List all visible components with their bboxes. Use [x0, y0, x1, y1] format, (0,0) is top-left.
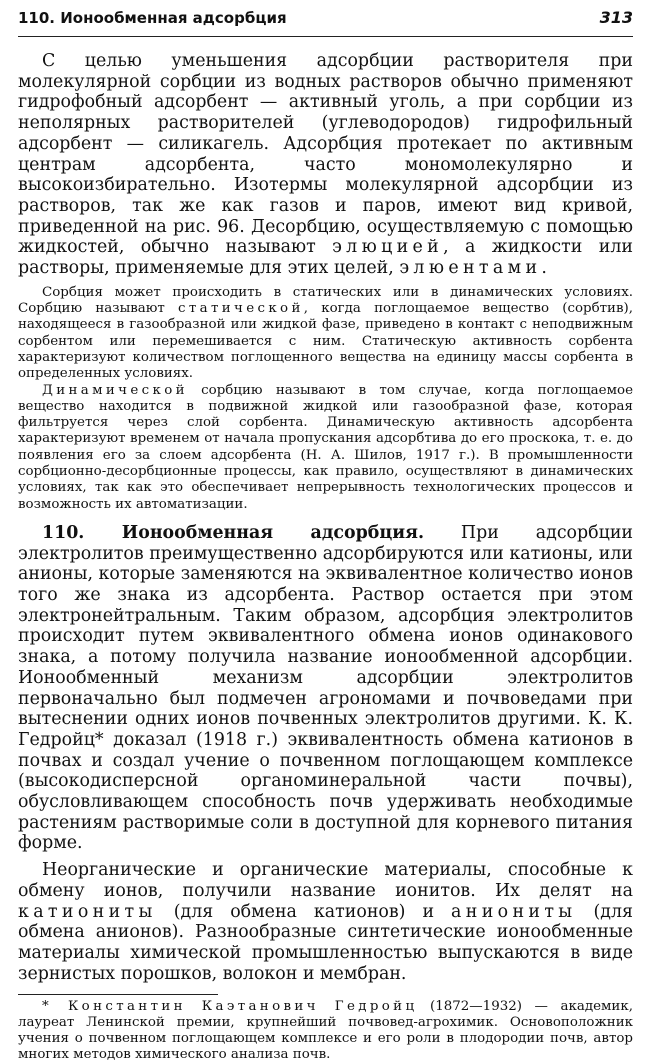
term-dynamic: Динамической	[42, 382, 188, 398]
section-110-paragraph	[18, 523, 633, 854]
ionites-text-a: Неорганические и органические материалы, способные к обмену ионов, получили название ионитов. Их делят на	[18, 860, 633, 901]
ionites-text-c: (для обмена анионов). Разнообразные синтетические ионообменные материалы химической промышленностью выпускаются в виде зернистых порошков, волокон и мембран.	[18, 901, 633, 984]
footnote	[18, 999, 633, 1063]
intro-text: С целью уменьшения адсорбции растворителя при молекулярной сорбции из водных растворов обычно применяют гидрофобный адсорбент — активный уголь, а при сорбции из неполярных растворителей (углеводородов) гидрофильный адсорбент — силикагель. Адсорбция протекает по активным центрам адсорбента, часто мономолекулярно и высокоизбирательно. Изотермы молекулярной адсорбции из растворов, так же как газов и паров, имеют вид кривой, приведенной на рис. 96. Десорбцию, осуществляемую с помощью жидкостей, обычно называют	[18, 51, 633, 258]
term-anionites: аниониты	[451, 901, 577, 922]
intro-mid: , а жидкости или растворы, применяемые для этих целей,	[18, 237, 633, 279]
static-text-b: , когда поглощаемое вещество (сорбтив), находящееся в газообразной или жидкой фазе, приведено в контакт с неподвижным сорбентом или перемешивается с ним. Статическую активность сорбента характеризуют количеством поглощенного вещества на единицу массы сорбента в определенных условиях.	[18, 301, 633, 382]
intro-end: .	[541, 258, 547, 279]
term-cationites: катиониты	[18, 901, 157, 922]
ionites-paragraph	[18, 860, 633, 984]
page-number: 313	[599, 8, 633, 27]
static-text-a: Сорбция может происходить в статических или в динамических условиях. Сорбцию называют	[18, 284, 633, 317]
dynamic-sorption-paragraph	[18, 383, 633, 513]
static-sorption-paragraph	[18, 285, 633, 383]
footnote-text: (1872—1932) — академик, лауреат Ленинской премии, крупнейший почвовед-агрохимик. Основоположник учения о почвенном поглощающем комплексе и его роли в плодородии почв, автор многих методов химического анализа почв.	[18, 999, 633, 1063]
footnote-divider	[18, 994, 218, 995]
intro-paragraph	[18, 51, 633, 279]
running-head: 110. Ионообменная адсорбция	[18, 9, 287, 27]
dynamic-text: сорбцию называют в том случае, когда поглощаемое вещество находится в подвижной жидкой или газообразной фазе, которая фильтруется через слой сорбента. Динамическую активность адсорбента характеризуют временем от начала пропускания адсорбтива до его проскока, т. е. до появления его за слоем адсорбента (Н. А. Шилов, 1917 г.). В промышленности сорбционно-десорбционные процессы, как правило, осуществляют в динамических условиях, так как это обеспечивает непрерывность технологических процессов и возможность их автоматизации.	[18, 382, 633, 512]
term-eluents: элюентами	[399, 258, 542, 279]
section-text: При адсорбции электролитов преимущественно адсорбируются или катионы, или анионы, которые заменяются на эквивалентное количество ионов того же знака из адсорбента. Раствор остается при этом электронейтральным. Таким образом, адсорбция электролитов происходит путем эквивалентного обмена ионов одинакового знака, а потому получила название ионообменной адсорбции. Ионообменный механизм адсорбции электролитов первоначально был подмечен агрономами и почвоведами при вытеснении одних ионов почвенных электролитов другими. К. К. Гедройц* доказал (1918 г.) эквивалентность обмена катионов в почвах и создал учение о почвенном поглощающем комплексе (высокодисперсной органоминеральной части почвы), обусловливающем способность почв удерживать необходимые растениям растворимые соли в доступной для корневого питания форме.	[18, 522, 633, 854]
term-static: статической	[178, 301, 304, 317]
ionites-text-b: (для обмена катионов) и	[156, 901, 452, 922]
page-header	[18, 8, 633, 37]
footnote-name: * Константин Каэтанович Гедройц	[42, 999, 418, 1015]
term-elution: элюцией	[332, 237, 444, 258]
section-title: 110. Ионообменная адсорбция.	[42, 522, 425, 543]
